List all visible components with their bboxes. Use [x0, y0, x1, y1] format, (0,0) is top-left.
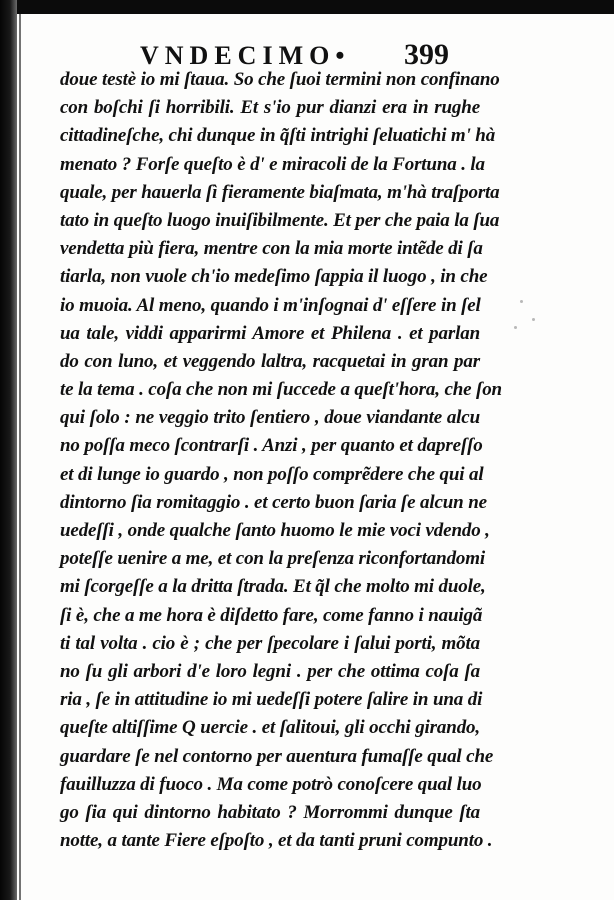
text-line: mi ſcorgeſſe a la dritta ſtrada. Et q̃l che molto mi duole,: [60, 576, 486, 598]
text-line: notte, a tante Fiere eſpoſto , et da tanti pruni compunto .: [60, 830, 493, 852]
body-text: [60, 66, 502, 855]
text-line: poteſſe uenire a me, et con la preſenza riconfortandomi: [60, 548, 486, 570]
text-line: dintorno ſia romitaggio . et certo buon ſaria ſe alcun ne: [60, 491, 487, 513]
text-line: vendetta più fiera, mentre con la mia morte intẽde di ſa: [60, 238, 483, 260]
text-line: no poſſa meco ſcontrarſi . Anzi , per quanto et dapreſſo: [60, 435, 483, 457]
text-line: queſte altiſſime Q uercie . et ſalitoui, gli occhi girando,: [60, 717, 480, 739]
scan-speck: [520, 300, 523, 303]
text-line: ua tale, viddi apparirmi Amore et Philena . et parlan: [60, 322, 480, 344]
page-number: 399: [404, 38, 449, 71]
text-line: tato in queſto luogo inuiſibilmente. Et per che paia la ſua: [60, 209, 500, 231]
text-line: io muoia. Al meno, quando i m'inſognai d' eſſere in ſel: [60, 294, 481, 316]
scan-speck: [532, 318, 535, 321]
text-line: ria , ſe in attitudine io mi uedeſſi potere ſalire in una di: [60, 689, 483, 711]
text-line: te la tema . coſa che non mi ſuccede a queſt'hora, che ſon: [60, 379, 502, 401]
chapter-heading: VNDECIMO•: [140, 41, 351, 70]
text-line: uedeſſi , onde qualche ſanto huomo le mie voci vdendo ,: [60, 520, 490, 541]
text-line: no ſu gli arbori d'e loro legni . per che ottima coſa ſa: [60, 660, 480, 682]
text-line: doue testè io mi ſtaua. So che ſuoi termini non confinano: [60, 69, 500, 90]
text-line: menato ? Forſe queſto è d' e miracoli de la Fortuna . la: [60, 153, 485, 175]
text-line: ſi è, che a me hora è diſdetto fare, come fanno i nauigã: [60, 604, 483, 626]
text-line: tiarla, non vuole ch'io medeſimo ſappia il luogo , in che: [60, 266, 488, 288]
text-line: cittadineſche, chi dunque in q̃ſti intrighi ſeluatichi m' hà: [60, 125, 496, 147]
text-line: qui ſolo : ne veggio trito ſentiero , doue viandante alcu: [60, 407, 480, 429]
scan-edge-top: [0, 0, 614, 14]
page-gutter: [19, 14, 21, 900]
text-line: do con luno, et veggendo laltra, racquetai in gran par: [60, 350, 480, 372]
text-line: et di lunge io guardo , non poſſo comprẽdere che qui al: [60, 463, 484, 485]
text-line: con boſchi ſi horribili. Et s'io pur dianzi era in rughe: [60, 97, 480, 119]
text-line: ti tal volta . cio è ; che per ſpecolare i ſalui porti, mõta: [60, 632, 480, 654]
text-line: guardare ſe nel contorno per auentura fumaſſe qual che: [60, 745, 494, 767]
text-line: quale, per hauerla ſì fieramente biaſmata, m'hà traſporta: [60, 181, 500, 203]
scan-speck: [514, 326, 517, 329]
scan-edge-left: [0, 0, 17, 900]
text-line: go ſia qui dintorno habitato ? Morrommi dunque ſta: [60, 801, 480, 823]
text-line: fauilluzza di fuoco . Ma come potrò conoſcere qual luo: [60, 773, 482, 795]
